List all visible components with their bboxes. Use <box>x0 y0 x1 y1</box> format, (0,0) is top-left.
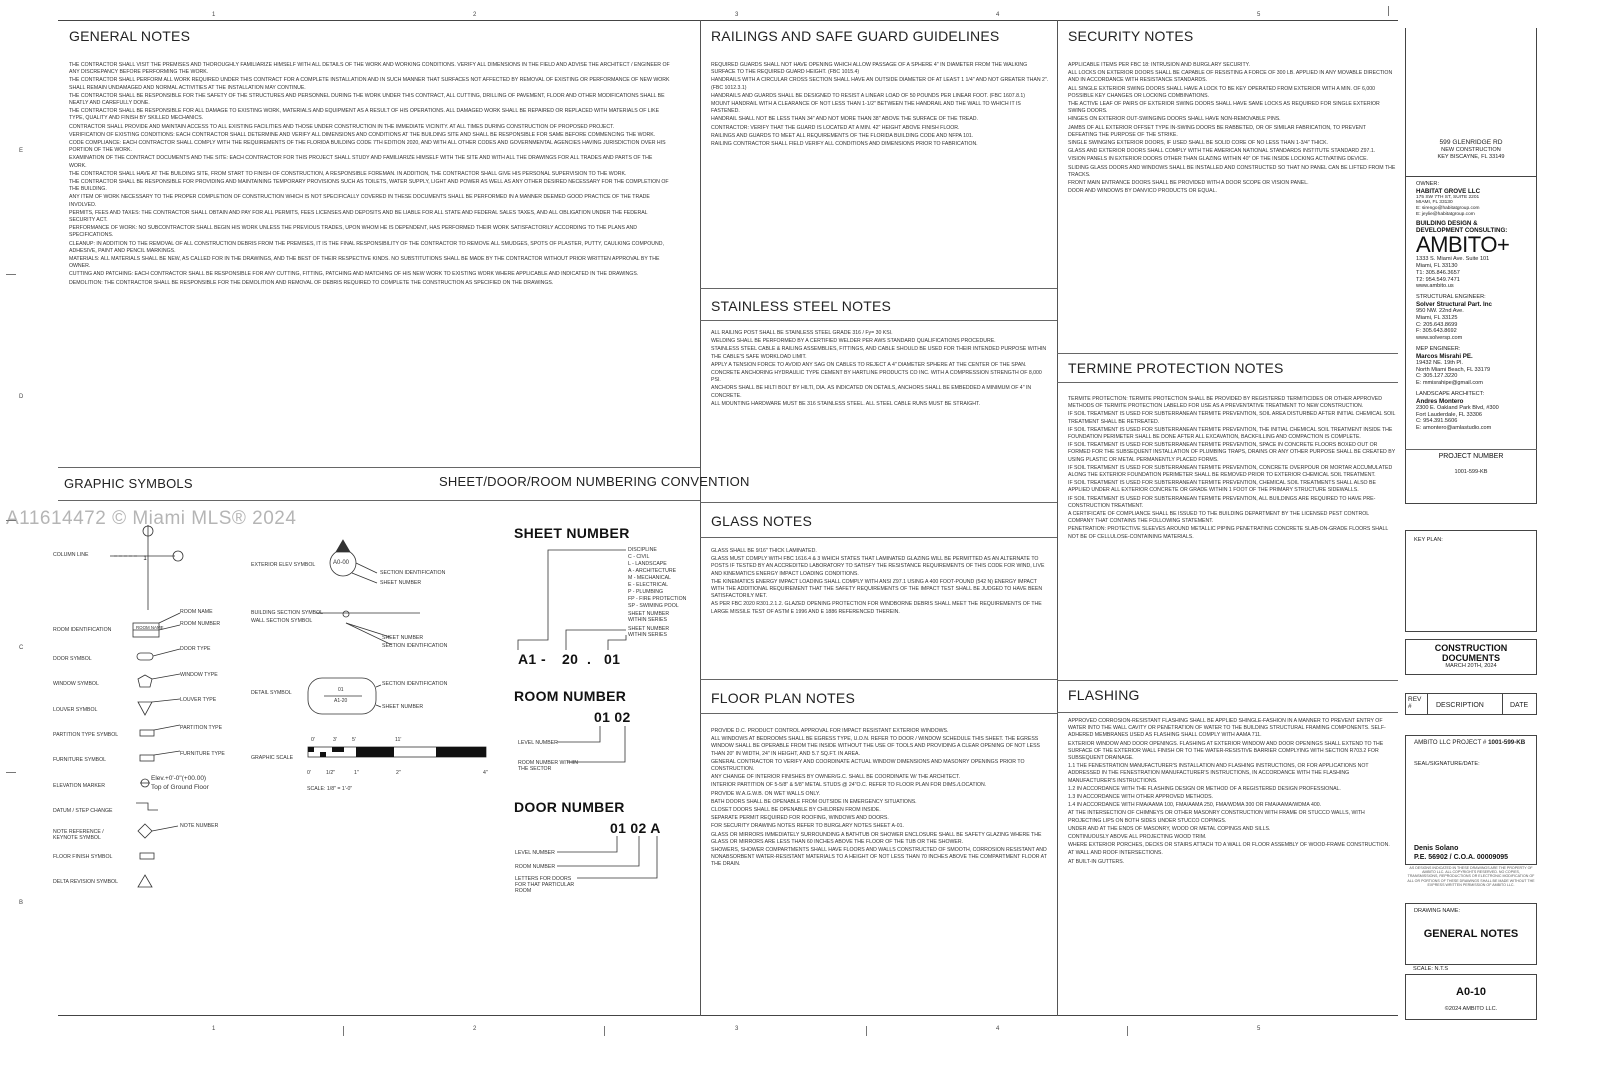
sheet-number-block <box>1405 974 1537 1020</box>
note-paragraph: IF SOIL TREATMENT IS USED FOR SUBTERRANEAN TERMITE PREVENTION, CHEMICAL SOIL TREATMENTS SHALL ALSO BE APPLIED UNDER ALL EXTERIOR CONCRETE OR GRADE WITHIN 1 FOOT OF THE PRIMARY STRUCTURE SIDEWALLS. <box>1068 480 1376 494</box>
section-divider <box>1057 353 1398 354</box>
description-label: DESCRIPTION <box>1436 702 1484 709</box>
address-line-1: 599 GLENRIDGE RD <box>1439 139 1503 146</box>
termite-heading: TERMINE PROTECTION NOTES <box>1068 360 1284 376</box>
sheet-number: A0-10 <box>1456 986 1486 998</box>
seal-label: SEAL/SIGNATURE/DATE: <box>1414 760 1480 767</box>
glass-heading: GLASS NOTES <box>711 513 813 529</box>
sheet-example-dash: - <box>541 651 546 667</box>
scale-tick-bottom: 1/2" <box>326 770 336 776</box>
note-paragraph: GENERAL CONTRACTOR TO VERIFY AND COORDINATE ACTUAL WINDOW DIMENSIONS AND MASONRY OPENINGS PRIOR TO CONSTRUCTION. <box>711 758 1025 773</box>
project-number-value: 1001-599-KB <box>1454 469 1488 475</box>
key-plan-block <box>1405 530 1537 632</box>
note-paragraph: GLASS MUST COMPLY WITH FBC 1616.4 & 3 WHICH STATES THAT LAMINATED GLAZING WILL BE PERMITTED AS AN ALTERNATE TO POSTS IF TESTED BY AN ACCREDITED LABORATORY TO SATISFY THE RESISTANCE REQUIREMENTS OF THIS CODE FOR WIND, LIVE AND KINEMATICS ENERGY IMPACT LOADING CONDITIONS. <box>711 556 1045 577</box>
door-room-label: ROOM NUMBER <box>515 864 556 870</box>
engineer-name: Denis Solano <box>1414 845 1459 852</box>
sheet-number-label: SHEET NUMBER <box>380 580 422 586</box>
note-paragraph: IF SOIL TREATMENT IS USED FOR SUBTERRANEAN TERMITE PREVENTION, CONCRETE OVERPOUR OR MORTAR ACCUMULATED ALONG THE EXTERIOR FOUNDATION PERIMETER SHALL BE REMOVED PRIOR TO EXTERIOR CHEMICAL SOIL TREATMENT. <box>1068 464 1393 479</box>
note-paragraph: PERMITS, FEES AND TAXES: THE CONTRACTOR SHALL OBTAIN AND PAY FOR ALL PERMITS, FEES LICENSES AND DEPOSITS AND BE LIABLE FOR ALL STATE AND FEDERAL SALES TAXES, AND ALL OBLIGATION UNDER THE FEDERAL SECURITY ACT. <box>69 209 648 224</box>
floor-plan-notes-body <box>711 728 1049 1013</box>
grid-number: 2 <box>473 12 477 18</box>
scale-value: N.T.S <box>1434 966 1449 972</box>
note-paragraph: GLASS AND EXTERIOR DOORS SHALL COMPLY WITH THE AMERICAN NATIONAL STANDARDS INSTITUTE STANDARD Z97.1. <box>1068 148 1376 155</box>
wall-section-label: WALL SECTION SYMBOL <box>251 618 313 624</box>
scale-tick-top: 11' <box>395 737 402 743</box>
note-paragraph: GLASS OR MIRRORS IMMEDIATELY SURROUNDING A BATHTUB OR SHOWER ENCLOSURE SHALL BE SAFETY GLAZING WHERE THE GLASS OR MIRRORS ARE LESS THAN 60 INCHES ABOVE THE FLOOR OF THE TUB OR THE SHOWER. <box>711 831 1042 845</box>
grid-number: 5 <box>1257 1026 1261 1032</box>
door-type-label: DOOR TYPE <box>180 646 211 652</box>
scale-row <box>1413 966 1448 973</box>
section-divider <box>700 713 1057 714</box>
note-paragraph: ALL SINGLE EXTERIOR SWING DOORS SHALL HAVE A LOCK TO BE KEY OPERATED FROM EXTERIOR WITH A MIN. OF 6,000 POSSIBLE KEY CHANGES OR LOCKING COMBINATIONS. <box>1068 85 1375 99</box>
sheet-example-sheet: 01 <box>604 651 621 667</box>
discipline-item: SP - SWIMING POOL <box>628 603 679 609</box>
tb-divider <box>1405 449 1537 450</box>
seal-block <box>1405 735 1537 865</box>
note-paragraph: IF SOIL TREATMENT IS USED FOR SUBTERRANEAN TERMITE PREVENTION, ALL BUILDINGS ARE REQUIRED TO HAVE PRE-CONSTRUCTION TREATMENT. <box>1068 495 1376 509</box>
note-paragraph: IF SOIL TREATMENT IS USED FOR SUBTERRANEAN TERMITE PREVENTION, SPACE IN CONCRETE FLOORS BOXED OUT OR FORMED FOR THE SUBSEQUENT INSTALLATION OF PLUMBING TRAPS, DRAINS OR ANY OTHER PURPOSE SHALL BE CREATED BY USING PLASTIC OR METAL PERMANENTLY PLACED FORMS. <box>1068 442 1396 463</box>
note-paragraph: HANDRAILS WITH A CIRCULAR CROSS SECTION SHALL HAVE AN OUTSIDE DIAMETER OF AT LEAST 1 1/4" AND NOT GREATER THAN 2". (FBC 1012.3.1) <box>711 77 1049 91</box>
sheet-number-heading: SHEET NUMBER <box>514 525 630 541</box>
elevation-value: Elev.+0'-0"(+00.00) <box>151 775 207 782</box>
column-divider <box>1057 20 1058 1016</box>
detail-symbol-label: DETAIL SYMBOL <box>251 690 292 696</box>
general-notes-heading: GENERAL NOTES <box>69 28 191 44</box>
numbering-heading: SHEET/DOOR/ROOM NUMBERING CONVENTION <box>439 474 750 489</box>
note-paragraph: ANY CHANGE OF INTERIOR FINISHES BY OWNER/G.C. SHALL BE COORDINATE W/ THE ARCHITECT. <box>711 774 961 781</box>
owner-name: HABITAT GROVE LLC <box>1416 187 1481 195</box>
address-line-2: NEW CONSTRUCTION <box>1441 147 1501 153</box>
grid-number: 3 <box>735 12 739 18</box>
note-paragraph: THE CONTRACTOR SHALL HAVE AT THE BUILDING SITE, FROM START TO FINISH OF CONSTRUCTION, A RESPONSIBLE FOREMAN. IN ADDITION, THE CONTRACTOR SHALL GIVE HIS PERSONAL SUPERVISION TO THE WORK. <box>69 170 627 177</box>
flashing-notes-body <box>1068 718 1396 1008</box>
note-paragraph: ALL WINDOWS AT BEDROOMS SHALL BE EGRESS TYPE, U.O.N. REFER TO DOOR / WINDOW SCHEDULE THIS SHEET. THE EGRESS WINDOW SHALL BE OPERABLE FROM THE INSIDE WITHOUT THE USE OF TOOLS AND PROVIDING A CLEAR OPENING OF NOT LESS THAN 20" IN WIDTH, 24" IN HEIGHT, AND 5.7 SQ.FT. IN AREA. <box>711 736 1040 757</box>
symbol-label: COLUMN LINE <box>53 552 89 558</box>
detail-bottom: A1-20 <box>334 698 348 704</box>
drawing-name-block <box>1405 903 1537 965</box>
scale-tick-top: 3' <box>333 737 337 743</box>
grid-letter: B <box>19 900 24 906</box>
note-paragraph: IF SOIL TREATMENT IS USED FOR SUBTERRANEAN TERMITE PREVENTION, SOIL AREA DISTURBED AFTER INITIAL CHEMICAL SOIL TREATMENT SHALL BE RETREATED. <box>1068 411 1396 425</box>
sheet-example-discipline: A1 <box>518 651 537 667</box>
mls-watermark: A11614472 © Miami MLS® 2024 <box>6 508 297 529</box>
note-paragraph: SHOWERS, SHOWER COMPARTMENTS SHALL HAVE FLOORS AND WALLS CONSTRUCTED OF SMOOTH, CORROSION RESISTANT AND NONABSORBENT WATER-RESISTANT MATERIALS TO A HEIGHT OF NOT LESS THAN 70 INCHES ABOVE THE COMPARTMENT FLOOR AT THE DRAIN. <box>711 847 1047 868</box>
note-paragraph: PERFORMANCE OF WORK: NO SUBCONTRACTOR SHALL BEGIN HIS WORK UNLESS THE PREVIOUS TRADES, UPON WHOM HE IS DEPENDENT, HAS PERFORMED THEIR WORK SATISFACTORILY ACCORDING TO THE PLANS AND SPECIFICATIONS. <box>69 225 638 239</box>
sheet-number-3-label: SHEET NUMBER <box>382 704 424 710</box>
graphic-symbols-heading: GRAPHIC SYMBOLS <box>64 476 193 491</box>
note-paragraph: HANDRAILS AND GUARDS SHALL BE DESIGNED TO RESIST A LINEAR LOAD OF 50 POUNDS PER LINEAR FOOT. (FBC 1607.8.1) <box>711 92 1026 99</box>
note-paragraph: APPROVED CORROSION-RESISTANT FLASHING SHALL BE APPLIED SHINGLE-FASHION IN A MANNER TO PREVENT ENTRY OF WATER INTO THE WALL CAVITY OR PENETRATION OF WATER TO THE BUILDING STRUCTURAL FRAMING COMPONENTS. SELF-ADHERED MEMBRANES USED AS FLASHING SHALL COMPLY WITH AAMA 711. <box>1068 718 1386 739</box>
grid-number: 1 <box>212 12 216 18</box>
owner-line: E: sirengo@habitatgroup.com <box>1416 205 1480 211</box>
note-paragraph: JAMBS OF ALL EXTERIOR OFFSET TYPE IN-SWING DOORS BE RABBETED, OR OF SIMILAR FABRICATION, TO PREVENT DEFEATING THE PURPOSE OF THE STRIKE. <box>1068 124 1366 138</box>
structural-line: F: 305.643.8692 <box>1416 328 1457 335</box>
stainless-notes-body <box>711 330 1049 498</box>
graphic-scale-label: GRAPHIC SCALE <box>251 755 294 761</box>
section-divider <box>700 288 1057 289</box>
note-paragraph: REQUIRED GUARDS SHALL NOT HAVE OPENING WHICH ALLOW PASSAGE OF A SPHERE 4" IN DIAMETER FROM THE WALKING SURFACE TO THE REQUIRED GUARD HEIGHT. (FBC 1015.4) <box>711 62 1028 76</box>
note-paragraph: WHERE EXTERIOR PORCHES, DECKS OR STAIRS ATTACH TO A WALL OR FLOOR ASSEMBLY OF WOOD-FRAME CONSTRUCTION. <box>1068 842 1390 849</box>
landscape-line: Fort Lauderdale, FL 33306 <box>1416 411 1483 418</box>
level-number-label: LEVEL NUMBER <box>518 740 558 746</box>
address-line-3: KEY BISCAYNE, FL 33149 <box>1437 153 1505 160</box>
note-paragraph: CLOSET DOORS SHALL BE OPENABLE BY CHILDREN FROM INSIDE. <box>711 807 881 814</box>
furniture-type-label: FURNITURE TYPE <box>180 751 225 757</box>
construction-docs-title: CONSTRUCTION DOCUMENTS <box>1434 643 1508 663</box>
ext-elev-label: EXTERIOR ELEV SYMBOL <box>251 562 316 568</box>
note-paragraph: IF SOIL TREATMENT IS USED FOR SUBTERRANEAN TERMITE PREVENTION, THE INITIAL CHEMICAL SOIL TREATMENT INSIDE THE FOUNDATION PERIMETER SHALL BE DONE AFTER ALL EXCAVATION, BACKFILLING AND COMPACTION IS COMPLETE. <box>1068 426 1393 441</box>
note-paragraph: THE KINEMATICS ENERGY IMPACT LOADING SHALL COMPLY WITH ANSI Z97.1 USING A 400 FOOT-POUND (542 N) ENERGY IMPACT WITH THE ADDITIONAL REQUIREMENT THAT THE SAFETY REQUIREMENTS OF THE IMPACT TEST SHALL BE JUDGED TO HAVE BEEN SATISFACTORILY MET. <box>711 578 1043 600</box>
security-heading: SECURITY NOTES <box>1068 28 1194 44</box>
section-id-label: SECTION IDENTIFICATION <box>380 570 446 576</box>
grid-number: 5 <box>1257 12 1261 18</box>
design-line: T2: 954.549.7471 <box>1416 276 1460 283</box>
note-paragraph: GLASS SHALL BE 9/16" THICK LAMINATED. <box>711 548 817 554</box>
building-section-label: BUILDING SECTION SYMBOL <box>251 610 324 616</box>
ambito-project <box>1414 740 1528 747</box>
column-bubble-mark: 1 <box>143 556 147 562</box>
section-divider <box>700 679 1057 680</box>
note-paragraph: FOR SECURITY DRAWING NOTES REFER TO BURGLARY NOTES SHEET A-01. <box>711 823 904 830</box>
note-paragraph: 1.2 IN ACCORDANCE WITH THE FLASHING DESIGN OR METHOD OF A REGISTERED DESIGN PROFESSIONAL. <box>1068 785 1341 792</box>
note-paragraph: ANCHORS SHALL BE HILTI BOLT BY HILTI, DIA. AS INDICATED ON DETAILS, ANCHORS SHALL BE EMBEDDED A MINIMUM OF 4" IN CONCRETE. <box>711 385 1032 399</box>
section-divider <box>700 537 1057 538</box>
discipline-item: A - ARCHITECTURE <box>628 568 677 574</box>
railings-heading: RAILINGS AND SAFE GUARD GUIDELINES <box>711 28 1000 44</box>
note-paragraph: AT THE INTERSECTION OF CHIMNEYS OR OTHER MASONRY CONSTRUCTION WITH FRAME OR STUCCO WALLS, WITH PROJECTING LIPS ON BOTH SIDES UNDER STUCCO COPINGS. <box>1068 810 1365 824</box>
ambito-logo: AMBITO+ <box>1416 232 1510 258</box>
note-paragraph: TERMITE PROTECTION: TERMITE PROTECTION SHALL BE PROVIDED BY REGISTERED TERMITICIDES OR OTHER APPROVED METHODS OF TERMITE PROTECTION LABELED FOR USE AS A PREVENTATIVE TREATMENT TO NEW CONSTRUCTION. <box>1068 396 1382 410</box>
note-paragraph: CONCRETE ANCHORING HYDRAULIC TYPE CEMENT BY HARTLINE PRODUCTS CO INC. WITH A COMPRESSION STRENGTH OF 8,000 PSI. <box>711 370 1042 384</box>
grid-tick <box>6 772 16 773</box>
window-type-label: WINDOW TYPE <box>180 672 218 678</box>
elevation-sub: Top of Ground Floor <box>151 784 209 791</box>
structural-line: 950 NW. 22nd Ave. <box>1416 307 1464 314</box>
room-number-example: 01 02 <box>594 709 631 725</box>
note-paragraph: 1.4 IN ACCORDANCE WITH FMA/AAMA 100, FMA/AAMA 250, FMA/WDMA 300 OR FMA/AAMA/WDMA 400. <box>1068 802 1322 809</box>
column-divider <box>700 20 701 1016</box>
discipline-item: FP - FIRE PROTECTION <box>628 596 687 602</box>
copyright-note: AS DESIGNS INDICATED IN THESE DRAWINGS ARE THE PROPERTY OF AMBITO LLC. ALL COPYRIGHTS RESERVED. NO COPIES, TRANSMISSIONS, REPRODUCTIONS OR ELECTRONIC MODIFICATION OF ALL OR PORTIONS OF THESE DRAWINGS SHALL BE MADE WITHOUT THE EXPRESS WRITTEN PERMISSION OF AMBITO LLC. <box>1407 866 1535 887</box>
discipline-item: L - LANDSCAPE <box>628 561 667 567</box>
sheet-number-2-label: SHEET NUMBER <box>382 635 424 641</box>
note-paragraph: CONTINUOUSLY ABOVE ALL PROJECTING WOOD TRIM. <box>1068 834 1207 841</box>
landscape-line: 2300 E. Oakland Park Blvd, #300 <box>1416 404 1499 411</box>
note-paragraph: HANDRAIL SHALL NOT BE LESS THAN 34" AND NOT MORE THAN 38" ABOVE THE SURFACE OF THE TREAD. <box>711 116 978 123</box>
ambito-project-label: AMBITO LLC PROJECT # <box>1414 739 1487 746</box>
sheet-example-dot: . <box>587 651 592 667</box>
scale-tick-bottom: 2" <box>396 770 401 776</box>
owner-line: MIAMI, FL 33130 <box>1416 200 1453 206</box>
room-within-label: ROOM NUMBER WITHIN THE SECTOR <box>518 760 578 772</box>
note-paragraph: RAILINGS AND GUARDS TO MEET ALL REQUIREMENTS OF THE FLORIDA BUILDING CODE AND NFPA 101. <box>711 132 974 139</box>
note-paragraph: BATH DOORS SHALL BE OPENABLE FROM OUTSIDE IN EMERGENCY SITUATIONS. <box>711 798 917 805</box>
scale-tick-bottom: 1" <box>354 770 359 776</box>
grid-tick <box>1127 1026 1128 1036</box>
scale-label: SCALE: <box>1413 966 1433 972</box>
note-paragraph: ANY ITEM OF WORK NECESSARY TO THE PROPER COMPLETION OF CONSTRUCTION WHICH IS NOT SPECIFICALLY COVERED IN THESE DOCUMENTS SHALL BE PERFORMED IN A MANNER DEEMED GOOD PRACTICE OF THE TRADE INVOLVED. <box>69 194 650 208</box>
engineer-license: P.E. 56902 / C.O.A. 00009095 <box>1414 854 1509 861</box>
note-paragraph: THE CONTRACTOR SHALL BE RESPONSIBLE FOR THE SAFETY OF THE STRUCTURES AND PERSONNEL DURING THE WORK UNDER THIS CONTRACT, ALL CUTTING, DRILLING OF PAVEMENT, FLOOR AND OTHER MODIFICATIONS SHALL BE NEATLY AND CAREFULLY DONE. <box>69 92 665 107</box>
security-notes-body <box>1068 62 1396 348</box>
copyright: ©2024 AMBITO LLC. <box>1444 1006 1498 1012</box>
symbol-label: DOOR SYMBOL <box>53 656 92 662</box>
glass-notes-body <box>711 548 1049 676</box>
landscape-line: E: amontero@amlastudio.com <box>1416 425 1492 432</box>
owner-label: OWNER: <box>1416 181 1439 187</box>
symbol-label: FLOOR FINISH SYMBOL <box>53 854 113 860</box>
door-number-example: 01 02 A <box>610 820 661 836</box>
section-divider <box>700 320 1057 321</box>
rev-label: REV # <box>1408 696 1422 710</box>
grid-letter: E <box>19 148 24 154</box>
owner-line: E: jeylie@habitatgroup.com <box>1416 211 1475 217</box>
note-paragraph: SEPARATE PERMIT REQUIRED FOR ROOFING, WINDOWS AND DOORS. <box>711 815 889 822</box>
partition-type-label: PARTITION TYPE <box>180 725 223 731</box>
note-paragraph: ALL RAILING POST SHALL BE STAINLESS STEEL GRADE 316 / Fy= 30 KSI. <box>711 330 893 336</box>
design-line: www.ambito.us <box>1416 283 1454 290</box>
symbol-label: DELTA REVISION SYMBOL <box>53 879 118 885</box>
grid-letter: C <box>19 645 24 651</box>
structural-name: Solver Structural Part. Inc <box>1416 300 1492 308</box>
design-line: Miami, FL 33130 <box>1416 262 1458 269</box>
note-paragraph: UNDER AND AT THE ENDS OF MASONRY, WOOD OR METAL COPINGS AND SILLS. <box>1068 825 1271 832</box>
grid-tick <box>866 1026 867 1036</box>
revision-header <box>1405 693 1537 715</box>
note-paragraph: DOOR AND WINDOWS BY DANVICO PRODUCTS OR EQUAL. <box>1068 188 1217 195</box>
railings-notes-body <box>711 62 1049 284</box>
grid-number: 4 <box>996 1026 1000 1032</box>
symbol-label: PARTITION TYPE SYMBOL <box>53 732 119 738</box>
mep-line: North Miami Beach, FL 33179 <box>1416 366 1491 373</box>
construction-docs-block <box>1405 639 1537 675</box>
rev-col <box>1406 694 1428 714</box>
grid-number: 1 <box>212 1026 216 1032</box>
note-paragraph: STAINLESS STEEL CABLE & RAILING ASSEMBLIES, FITTINGS, AND CABLE SHOULD BE USED FOR THEIR INTENDED PURPOSE WITHIN THE CABLE'S SAFE WORKLOAD LIMIT. <box>711 346 1047 360</box>
note-paragraph: THE CONTRACTOR SHALL BE RESPONSIBLE FOR ALL DAMAGE TO EXISTING WORK, MATERIALS AND EQUIPMENT AS A RESULT OF HIS OPERATIONS. ALL DAMAGED WORK SHALL BE REPAIRED OR REPLACED WITH MATERIALS OF LIKE TYPE, QUALITY AND FINISH BY SKILLED MECHANICS. <box>69 108 660 122</box>
note-paragraph: FRONT MAIN ENTRANCE DOORS SHALL BE PROVIDED WITH A DOOR SCOPE OR VISION PANEL. <box>1068 180 1309 187</box>
note-paragraph: PENETRATION: PROTECTIVE SLEEVES AROUND METALLIC PIPING PENETRATING CONCRETE SLAB-ON-GRADE FLOORS SHALL NOT BE OF CELLULOSE-CONTAINING MATERIALS. <box>1068 526 1389 540</box>
discipline-item: E - ELECTRICAL <box>628 582 669 588</box>
note-paragraph: ALL MOUNTING HARDWARE MUST BE 316 STAINLESS STEEL. ALL STEEL CABLE RUNS MUST BE STRAIGHT. <box>711 400 981 407</box>
note-paragraph: SINGLE SWINGING EXTERIOR DOORS, IF USED SHALL BE SOLID CORE OF NO LESS THAN 1-3/4" THICK. <box>1068 140 1329 147</box>
sheet-number-leaders <box>508 540 633 660</box>
note-paragraph: AT BUILT-IN GUTTERS. <box>1068 858 1125 865</box>
mep-line: C: 305.127.3220 <box>1416 373 1458 380</box>
discipline-item: C - CIVIL <box>628 554 650 560</box>
section-divider <box>700 502 1057 503</box>
room-number-label: ROOM NUMBER <box>180 621 221 627</box>
note-paragraph: EXTERIOR WINDOW AND DOOR OPENINGS. FLASHING AT EXTERIOR WINDOW AND DOOR OPENINGS SHALL EXTEND TO THE SURFACE OF THE EXTERIOR WALL FINISH OR TO THE WATER-RESISTIVE BARRIER COMPLYING WITH SECTION R703.2 FOR SUBSEQUENT DRAINAGE. <box>1068 740 1384 762</box>
room-number-heading: ROOM NUMBER <box>514 688 627 704</box>
discipline-item: P - PLUMBING <box>628 589 664 595</box>
design-label: BUILDING DESIGN & DEVELOPMENT CONSULTING: <box>1416 220 1508 235</box>
project-number-label: PROJECT NUMBER <box>1438 453 1504 460</box>
structural-label: STRUCTURAL ENGINEER: <box>1416 294 1486 301</box>
scale-note: SCALE: 1/8" = 1'-0" <box>307 786 353 792</box>
section-divider <box>58 500 700 501</box>
note-paragraph: SLIDING GLASS DOORS AND WINDOWS SHALL BE INSTALLED AND CONSTRUCTED SO THAT NO PANEL CAN BE LIFTED FROM THE TRACKS. <box>1068 164 1396 178</box>
within-series-1: SHEET NUMBER WITHIN SERIES <box>628 611 670 623</box>
mep-name: Marcos Misrahi PE. <box>1416 352 1473 360</box>
section-divider <box>1057 712 1398 713</box>
note-paragraph: THE ACTIVE LEAF OF PAIRS OF EXTERIOR SWING DOORS SHALL HAVE SAME LOCKS AS REQUIRED FOR SINGLE EXTERIOR SWING DOORS. <box>1068 101 1380 115</box>
note-paragraph: 1.1 THE FENESTRATION MANUFACTURER'S INSTALLATION AND FLASHING INSTRUCTIONS, OR FOR APPLICATIONS NOT ADDRESSED IN THE FENESTRATION MANUFACTURER'S INSTRUCTIONS, IN ACCORDANCE WITH THE FLASHING MANUFACTURER'S INSTRUCTIONS. <box>1068 763 1369 784</box>
note-paragraph: AT WALL AND ROOF INTERSECTIONS. <box>1068 850 1163 857</box>
section-id-3-label: SECTION IDENTIFICATION <box>382 681 448 687</box>
drawing-name: GENERAL NOTES <box>1423 927 1519 940</box>
owner-line: 175 SW 7TH ST, SUITE 2201 <box>1416 194 1480 200</box>
landscape-line: C: 954.391.5606 <box>1416 418 1458 425</box>
grid-tick <box>604 1026 605 1036</box>
detail-top: 01 <box>338 687 344 693</box>
note-paragraph: CUTTING AND PATCHING: EACH CONTRACTOR SHALL BE RESPONSIBLE FOR ANY CUTTING, FITTING, PATCHING AND MATCHING OF HIS NEW WORK TO EXISTING WORK WHERE APPLICABLE AND INDICATED IN THE DRAWINGS. <box>69 271 639 278</box>
note-paragraph: CODE COMPLIANCE: EACH CONTRACTOR SHALL COMPLY WITH THE REQUIREMENTS OF THE FLORIDA BUILDING CODE 7TH EDITION 2020, AND WITH ALL OTHER CODES AND GOVERNMENTAL AGENCIES HAVING JURISDICTION OVER HIS PORTION OF THE WORK. <box>69 140 666 154</box>
note-paragraph: A CERTIFICATE OF COMPLIANCE SHALL BE ISSUED TO THE BUILDING DEPARTMENT BY THE LICENSED PEST CONTROL COMPANY THAT CONTAINS THE FOLLOWING STATEMENT. <box>1068 511 1369 525</box>
project-address <box>1406 139 1536 161</box>
note-paragraph: ALL LOCKS ON EXTERIOR DOORS SHALL BE CAPABLE OF RESISTING A FORCE OF 300 LB. APPLIED IN ANY MOVABLE DIRECTION AND IN ACCORDANCE WITH RESISTANCE STANDARDS. <box>1068 70 1393 84</box>
symbol-label: NOTE REFERENCE / KEYNOTE SYMBOL <box>53 829 104 841</box>
issue-date: MARCH 20TH, 2024 <box>1445 663 1497 669</box>
landscape-label: LANDSCAPE ARCHITECT: <box>1416 390 1485 397</box>
note-paragraph: CONTRACTOR: VERIFY THAT THE GUARD IS LOCATED AT A MIN. 42" HEIGHT ABOVE FINISH FLOOR. <box>711 124 960 131</box>
structural-line: www.solversp.com <box>1416 335 1463 342</box>
room-name-label: ROOM NAME <box>180 609 213 615</box>
discipline-item: M - MECHANICAL <box>628 575 671 581</box>
structural-line: C: 205.643.8699 <box>1416 321 1458 328</box>
drawing-name-label: DRAWING NAME: <box>1414 908 1461 914</box>
mep-line: E: mmisrahipe@gmail.com <box>1416 380 1483 387</box>
note-paragraph: PROVIDE D.C. PRODUCT CONTROL APPROVAL FOR IMPACT RESISTANT EXTERIOR WINDOWS. <box>711 728 949 734</box>
note-paragraph: WELDING SHALL BE PERFORMED BY A CERTIFIED WELDER PER AWS STANDARD QUALIFICATIONS PROCEDURE. <box>711 338 996 345</box>
key-plan-label: KEY PLAN: <box>1414 537 1443 543</box>
door-letters-label: LETTERS FOR DOORS FOR THAT PARTICULAR ROOM <box>515 876 575 894</box>
elev-tag: A0-00 <box>333 560 350 566</box>
symbol-label: ROOM IDENTIFICATION <box>53 627 112 633</box>
landscape-name: Andres Montero <box>1416 397 1464 405</box>
grid-tick <box>1388 6 1389 16</box>
section-divider <box>1057 680 1398 681</box>
note-paragraph: PROVIDE W.A.G.W.B. ON WET WALLS ONLY. <box>711 790 821 797</box>
floor-plan-heading: FLOOR PLAN NOTES <box>711 690 856 706</box>
note-paragraph: THE CONTRACTOR SHALL PERFORM ALL WORK REQUIRED UNDER THIS CONTRACT FOR A COMPLETE INSTALLATION AND IN SUCH MANNER THAT SURFACES NOT AFFECTED BY REMOVAL OF EXISTING OR PERFORMANCE OF NEW WORK SHALL REMAIN UNDAMAGED AND NORMAL ACTIVITIES AT THE INSTALLATION MAY CONTINUE. <box>69 77 670 91</box>
discipline-item: DISCIPLINE <box>628 547 657 553</box>
design-line: 1333 S. Miami Ave. Suite 101 <box>1416 256 1490 263</box>
note-paragraph: APPLY A TENSION FORCE TO AVOID ANY SAG ON CABLES TO REJECT A 4" DIAMETER SPHERE AT THE CENTER OF THE SPAN. <box>711 361 1027 368</box>
grid-tick <box>6 274 16 275</box>
date-divider <box>1502 694 1503 714</box>
note-paragraph: DEMOLITION: THE CONTRACTOR SHALL BE RESPONSIBLE FOR THE DEMOLITION AND REMOVAL OF DEBRIS REQUIRED TO COMPLETE THE CONSTRUCTION AS SPECIFIED ON THE DRAWINGS. <box>69 279 554 286</box>
note-paragraph: VISION PANELS IN EXTERIOR DOORS OTHER THAN GLAZING WITHIN 40" OF THE INSIDE LOCKING ACTIVATING DEVICE. <box>1068 156 1368 163</box>
grid-number: 4 <box>996 12 1000 18</box>
note-number-label: NOTE NUMBER <box>180 823 219 829</box>
note-paragraph: CLEANUP: IN ADDITION TO THE REMOVAL OF ALL CONSTRUCTION DEBRIS FROM THE PREMISES, IT IS THE FINAL RESPONSIBILITY OF THE CONTRACTOR TO REMOVE ALL SMUDGES, SPOTS OF PLASTER, PUTTY, CAULKING COMPOUND, ADHESIVE, PAINT AND PENCIL MARKINGS. <box>69 240 664 254</box>
note-paragraph: RAILING CONTRACTOR SHALL FIELD VERIFY ALL CONDITIONS AND DIMENSIONS PRIOR TO FABRICATION. <box>711 141 978 148</box>
symbol-label: ELEVATION MARKER <box>53 783 105 789</box>
general-notes-body <box>69 62 671 456</box>
structural-line: Miami, FL 33125 <box>1416 314 1458 321</box>
mep-line: 19432 NE. 19th Pl. <box>1416 359 1463 366</box>
ambito-project-number: 1001-599-KB <box>1488 739 1526 746</box>
design-line: T1: 305.846.3657 <box>1416 269 1460 276</box>
scale-tick-bottom: 0' <box>307 770 311 776</box>
scale-tick-top: 0' <box>311 737 315 743</box>
note-paragraph: EXAMINATION OF THE CONTRACT DOCUMENTS AND THE SITE: EACH CONTRACTOR FOR THIS PROJECT SHALL STUDY AND FAMILIARIZE HIMSELF WITH THE SITE AND WITH ALL THE DRAWINGS FOR ALL TRADES AND PARTS OF THE WORK. <box>69 155 653 169</box>
section-divider <box>1057 382 1398 383</box>
note-paragraph: AS PER FBC 2020 R301.2.1.2. GLAZED OPENING PROTECTION FOR WINDBORNE DEBRIS SHALL MEET THE REQUIREMENTS OF THE LARGE MISSILE TEST OF ASTM E 1996 AND E 1886 REFERENCED THEREIN. <box>711 601 1042 615</box>
sheet-example-series: 20 <box>562 651 579 667</box>
scale-tick-bottom: 4" <box>483 770 488 776</box>
termite-notes-body <box>1068 396 1396 676</box>
grid-tick <box>343 1026 344 1036</box>
scale-tick-top: 5' <box>352 737 356 743</box>
louver-type-label: LOUVER TYPE <box>180 697 217 703</box>
door-number-heading: DOOR NUMBER <box>514 799 625 815</box>
note-paragraph: THE CONTRACTOR SHALL VISIT THE PREMISES AND THOROUGHLY FAMILIARIZE HIMSELF WITH ALL DETAILS OF THE WORK AND WORKING CONDITIONS. VERIFY ALL DIMENSIONS IN THE FIELD AND ADVISE THE ARCHITECT / ENGINEER OF ANY DISCREPANCY BEFORE PERFORMING THE WORK. <box>69 62 670 76</box>
note-paragraph: MOUNT HANDRAIL WITH A CLEARANCE OF NOT LESS THAN 1-1/2" BETWEEN THE HANDRAIL AND THE WALL TO WHICH IT IS FASTENED. <box>711 101 1021 115</box>
section-id-2-label: SECTION IDENTIFICATION <box>382 643 448 649</box>
note-paragraph: MATERIALS: ALL MATERIALS SHALL BE NEW, AS CALLED FOR IN THE DRAWINGS, AND THE BEST OF THEIR RESPECTIVE KINDS. NO SUBSTITUTIONS SHALL BE MADE BY THE CONTRACTOR WITHOUT PRIOR WRITTEN APPROVAL BY THE OWNER. <box>69 256 660 270</box>
note-paragraph: HINGES ON EXTERIOR OUT-SWINGING DOORS SHALL HAVE NON-REMOVABLE PINS. <box>1068 116 1281 123</box>
symbol-label: WINDOW SYMBOL <box>53 681 99 687</box>
door-level-label: LEVEL NUMBER <box>515 850 555 856</box>
symbol-label: FURNITURE SYMBOL <box>53 757 107 763</box>
section-divider <box>58 467 700 468</box>
note-paragraph: 1.3 IN ACCORDANCE WITH OTHER APPROVED METHODS. <box>1068 794 1213 801</box>
grid-letter: D <box>19 394 24 400</box>
note-paragraph: APPLICABLE ITEMS PER FBC 18: INTRUSION AND BURGLARY SECURITY. <box>1068 62 1250 68</box>
note-paragraph: INTERIOR PARTITION OF 5-5/8" & 5/8" METAL STUDS @ 24"O.C. REFER TO FLOOR PLAN FOR DIMS./LOCATION. <box>711 782 987 789</box>
mep-label: MEP ENGINEER: <box>1416 345 1461 352</box>
note-paragraph: VERIFICATION OF EXISTING CONDITIONS: EACH CONTRACTOR SHALL DETERMINE AND VERIFY ALL DIMENSIONS AND CONDITIONS AT THE BUILDING SITE AND SHALL BE RESPONSIBLE FOR SAME BEFORE COMMENCING THE WORK. <box>69 131 656 138</box>
date-label: DATE <box>1510 702 1529 709</box>
symbol-label: LOUVER SYMBOL <box>53 707 98 713</box>
room-name-box-label: ROOM NAME <box>136 625 164 630</box>
note-paragraph: CONTRACTOR SHALL PROVIDE AND MAINTAIN ACCESS TO ALL EXISTING FACILITIES AND THOSE UNDER CONSTRUCTION IN THE IMMEDIATE VICINITY. AT ALL TIMES DURING CONSTRUCTION OF PROPOSED PROJECT. <box>69 123 615 130</box>
grid-number: 2 <box>473 1026 477 1032</box>
stainless-heading: STAINLESS STEEL NOTES <box>711 298 892 314</box>
flashing-heading: FLASHING <box>1068 687 1140 703</box>
grid-number: 3 <box>735 1026 739 1032</box>
note-paragraph: THE CONTRACTOR SHALL BE RESPONSIBLE FOR PROVIDING AND MAINTAINING TEMPORARY PROVISIONS SUCH AS TOILETS, WATER SUPPLY, LIGHT AND POWER AS WELL AS ANY OTHER DESIRED NECESSARY FOR THE COMPLETION OF THE BUILDING. <box>69 179 669 193</box>
within-series-2: SHEET NUMBER WITHIN SERIES <box>628 626 670 638</box>
symbol-label: DATUM / STEP CHANGE <box>53 808 113 814</box>
